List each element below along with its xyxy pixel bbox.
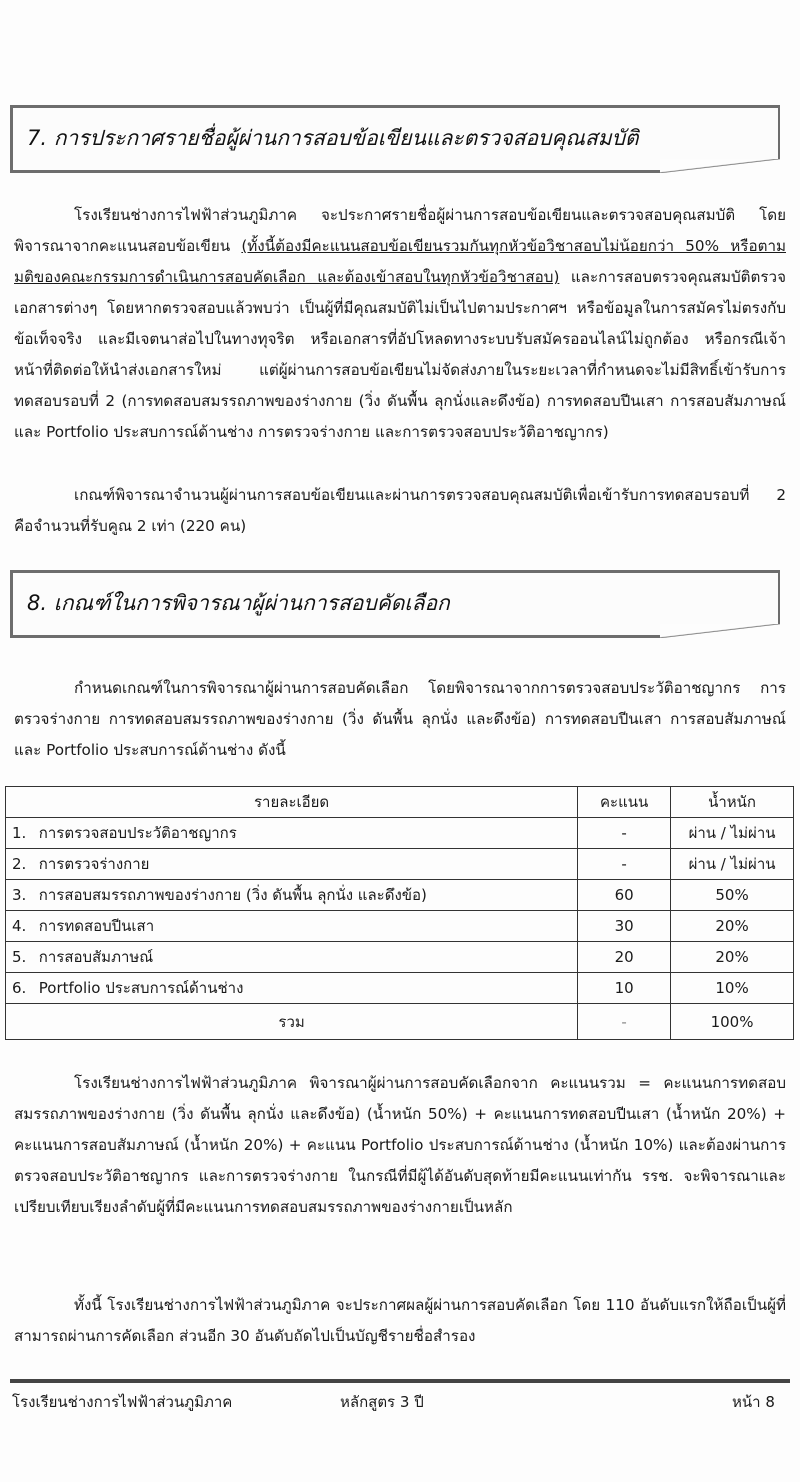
row-detail: การตรวจสอบประวัติอาชญากร xyxy=(38,824,237,842)
row-detail: การทดสอบปีนเสา xyxy=(38,917,155,935)
row-score: 60 xyxy=(578,880,671,911)
table-row xyxy=(6,911,794,942)
row-score: 30 xyxy=(578,911,671,942)
section-7-paragraph-1 xyxy=(14,200,786,448)
row-weight: ผ่าน / ไม่ผ่าน xyxy=(671,849,794,880)
row-score: - xyxy=(578,818,671,849)
section-8-header xyxy=(10,570,780,638)
row-weight: 10% xyxy=(671,973,794,1004)
header-score: คะแนน xyxy=(578,787,671,818)
section-7-title: 7. การประกาศรายชื่อผู้ผ่านการสอบข้อเขียนและตรวจสอบคุณสมบัติ xyxy=(27,126,639,150)
section-7-paragraph-2 xyxy=(14,480,786,542)
row-weight: 20% xyxy=(671,942,794,973)
section-8-calculation-paragraph xyxy=(14,1068,786,1223)
row-number: 1. xyxy=(12,824,27,842)
table-row xyxy=(6,973,794,1004)
row-score: 20 xyxy=(578,942,671,973)
total-weight: 100% xyxy=(671,1004,794,1040)
row-detail: การตรวจร่างกาย xyxy=(38,855,150,873)
row-detail: Portfolio ประสบการณ์ด้านช่าง xyxy=(38,979,244,997)
table-header-row xyxy=(6,787,794,818)
row-number: 3. xyxy=(12,886,27,904)
section-8-result-paragraph xyxy=(14,1290,786,1352)
criteria-table xyxy=(5,786,794,1040)
row-weight: 20% xyxy=(671,911,794,942)
footer-school-name: โรงเรียนช่างการไฟฟ้าส่วนภูมิภาค xyxy=(12,1393,233,1411)
header-weight: น้ำหนัก xyxy=(671,787,794,818)
footer-curriculum: หลักสูตร 3 ปี xyxy=(340,1393,424,1411)
calc-text: โรงเรียนช่างการไฟฟ้าส่วนภูมิภาค พิจารณาผู้ผ่านการสอบคัดเลือกจาก คะแนนรวม = คะแนนการทดสอบสมรรถภาพของร่างกาย (วิ่ง ดันพื้น ลุกนั่ง และดึงข้อ) (น้ำหนัก 50%) + คะแนนการทดสอบปีนเสา (น้ำหนัก 20%) + คะแนนการสอบสัมภาษณ์ (น้ำหนัก 20%) + คะแนน Portfolio ประสบการณ์ด้านช่าง (น้ำหนัก 10%) และต้องผ่านการตรวจสอบประวัติอาชญากร และการตรวจร่างกาย ในกรณีที่มีผู้ได้อันดับสุดท้ายมีคะแนนเท่ากัน รรช. จะพิจารณาและเปรียบเทียบเรียงลำดับผู้ที่มีคะแนนการทดสอบสมรรถภาพของร่างกายเป็นหลัก xyxy=(14,1074,786,1216)
table-total-row xyxy=(6,1004,794,1040)
row-detail: การสอบสมรรถภาพของร่างกาย (วิ่ง ดันพื้น ลุกนั่ง และดึงข้อ) xyxy=(38,886,427,904)
row-detail: การสอบสัมภาษณ์ xyxy=(38,948,154,966)
row-number: 5. xyxy=(12,948,27,966)
total-label: รวม xyxy=(6,1004,578,1040)
table-row xyxy=(6,942,794,973)
row-weight: 50% xyxy=(671,880,794,911)
footer-divider xyxy=(10,1379,790,1383)
row-score: - xyxy=(578,849,671,880)
row-weight: ผ่าน / ไม่ผ่าน xyxy=(671,818,794,849)
footer-page-number: หน้า 8 xyxy=(732,1393,775,1411)
row-number: 4. xyxy=(12,917,27,935)
para2-text: เกณฑ์พิจารณาจำนวนผู้ผ่านการสอบข้อเขียนและผ่านการตรวจสอบคุณสมบัติเพื่อเข้ารับการทดสอบรอบที่ 2 คือจำนวนที่รับคูณ 2 เท่า (220 คน) xyxy=(14,486,786,535)
row-number: 6. xyxy=(12,979,27,997)
result-text: ทั้งนี้ โรงเรียนช่างการไฟฟ้าส่วนภูมิภาค จะประกาศผลผู้ผ่านการสอบคัดเลือก โดย 110 อันดับแรกให้ถือเป็นผู้ที่สามารถผ่านการคัดเลือก ส่วนอีก 30 อันดับถัดไปเป็นบัญชีรายชื่อสำรอง xyxy=(14,1296,786,1345)
header-detail: รายละเอียด xyxy=(6,787,578,818)
row-number: 2. xyxy=(12,855,27,873)
row-score: 10 xyxy=(578,973,671,1004)
para1-underlined-condition: (ทั้งนี้ต้องมีคะแนนสอบข้อเขียนรวมกันทุกหัวข้อวิชาสอบไม่น้อยกว่า 50% หรือตามมติของคณะกรรมการดำเนินการสอบคัดเลือก และต้องเข้าสอบในทุกหัวข้อวิชาสอบ) xyxy=(14,237,786,286)
table-row xyxy=(6,880,794,911)
section-8-intro xyxy=(14,673,786,766)
total-score: - xyxy=(578,1004,671,1040)
para1-text-b: และการสอบตรวจคุณสมบัติตรวจเอกสารต่างๆ โดยหากตรวจสอบแล้วพบว่า เป็นผู้ที่มีคุณสมบัติไม่เป็นไปตามประกาศฯ หรือข้อมูลในการสมัครไม่ตรงกับข้อเท็จจริง และมีเจตนาส่อไปในทางทุจริต หรือเอกสารที่อัปโหลดทางระบบรับสมัครออนไลน์ไม่ถูกต้อง หรือกรณีเจ้าหน้าที่ติดต่อให้นำส่งเอกสารใหม่ แต่ผู้ผ่านการสอบข้อเขียนไม่จัดส่งภายในระยะเวลาที่กำหนดจะไม่มีสิทธิ์เข้ารับการทดสอบรอบที่ 2 (การทดสอบสมรรถภาพของร่างกาย (วิ่ง ดันพื้น ลุกนั่งและดึงข้อ) การทดสอบปีนเสา การสอบสัมภาษณ์และ Portfolio ประสบการณ์ด้านช่าง การตรวจร่างกาย และการตรวจสอบประวัติอาชญากร) xyxy=(14,268,786,441)
section-7-header xyxy=(10,105,780,173)
table-row xyxy=(6,818,794,849)
intro-text: กำหนดเกณฑ์ในการพิจารณาผู้ผ่านการสอบคัดเลือก โดยพิจารณาจากการตรวจสอบประวัติอาชญากร การตรวจร่างกาย การทดสอบสมรรถภาพของร่างกาย (วิ่ง ดันพื้น ลุกนั่ง และดึงข้อ) การทดสอบปีนเสา การสอบสัมภาษณ์ และ Portfolio ประสบการณ์ด้านช่าง ดังนี้ xyxy=(14,679,786,759)
para1-text-a: โรงเรียนช่างการไฟฟ้าส่วนภูมิภาค จะประกาศรายชื่อผู้ผ่านการสอบข้อเขียนและตรวจสอบคุณสมบัติ โดยพิจารณาจากคะแนนสอบข้อเขียน xyxy=(14,206,786,255)
table-row xyxy=(6,849,794,880)
section-8-title: 8. เกณฑ์ในการพิจารณาผู้ผ่านการสอบคัดเลือก xyxy=(27,591,450,615)
